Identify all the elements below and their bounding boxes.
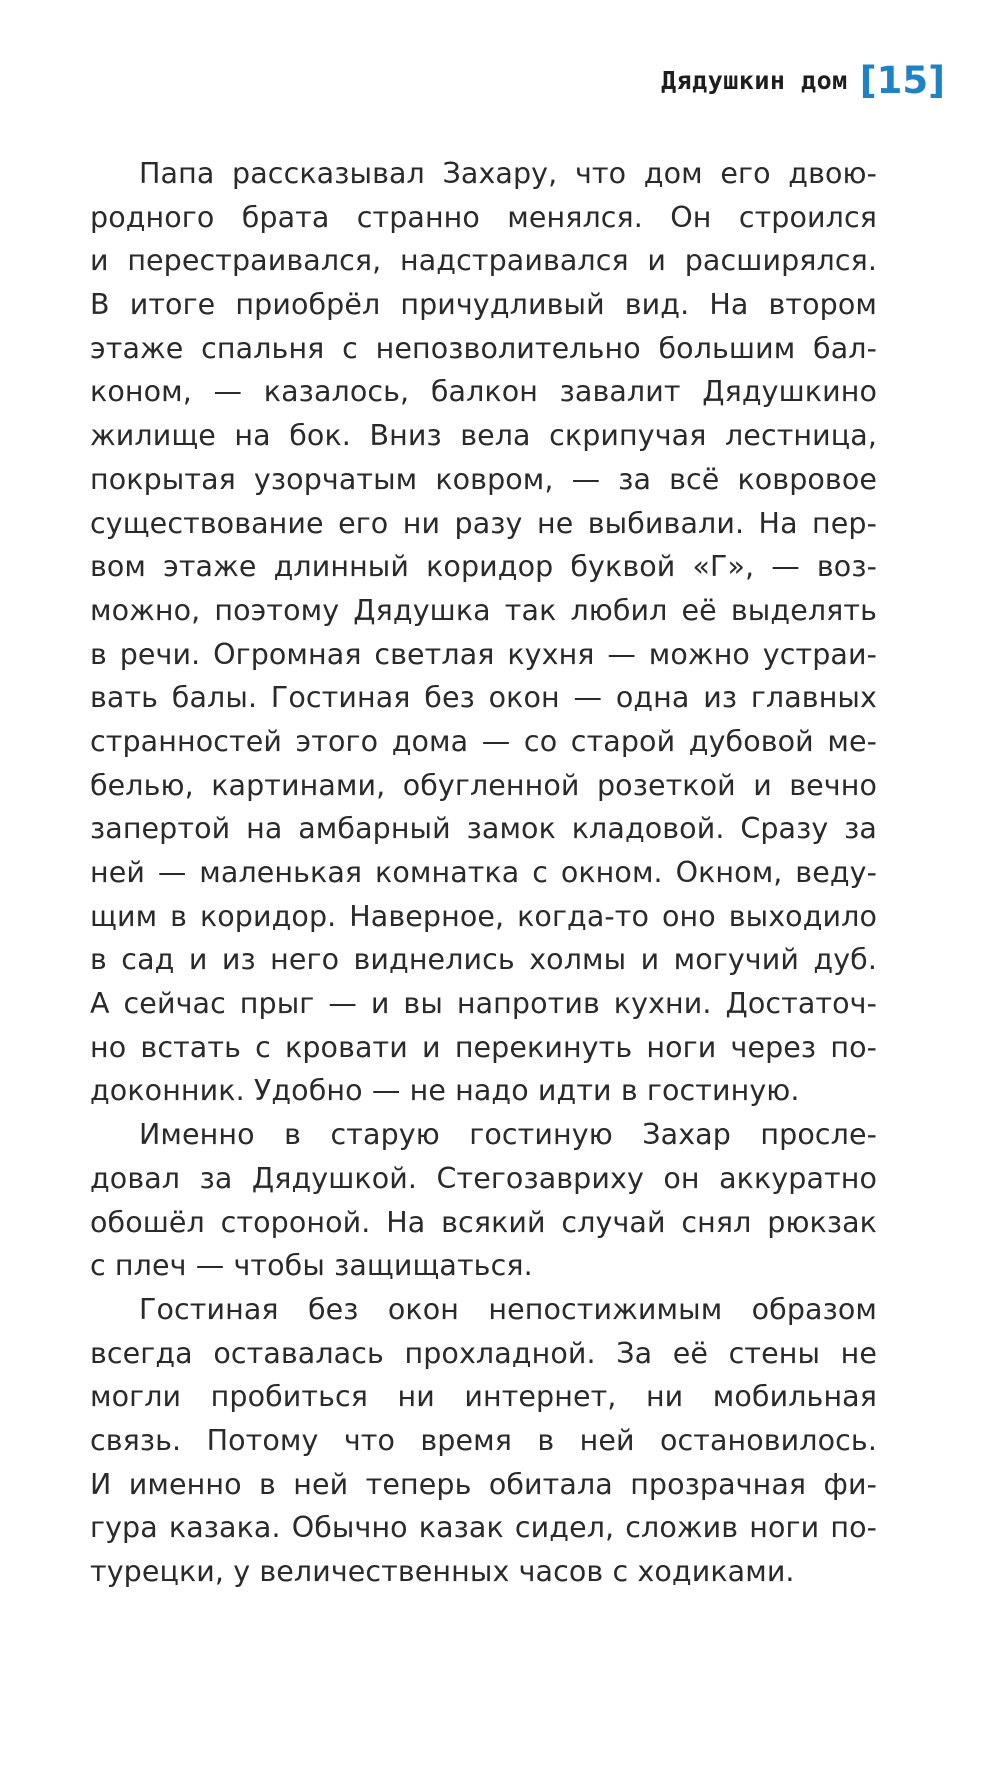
text-line: странностей этого дома — со старой дубовой ме- [90,724,877,758]
text-line: турецки, у величественных часов с ходиками. [90,1555,795,1588]
text-line: белью, картинами, обугленной розеткой и вечно [90,768,877,802]
text-line: в речи. Огромная светлая кухня — можно устраи- [90,637,877,671]
text-line: можно, поэтому Дядушка так любил её выделять [90,593,877,627]
paragraph-1 [90,152,877,1113]
text-line: доконник. Удобно — не надо идти в гостиную. [90,1074,800,1108]
text-line: всегда оставалась прохладной. За её стены не [90,1336,877,1370]
text-line: Гостиная без окон непостижимым образом [139,1292,877,1326]
text-line: Именно в старую гостиную Захар просле- [139,1118,877,1152]
text-line: Папа рассказывал Захару, что дом его двою- [139,157,877,190]
text-line: родного брата странно менялся. Он строился [90,200,877,234]
text-line: существование его ни разу не выбивали. На пер- [90,506,877,540]
text-line: могли пробиться ни интернет, ни мобильная [90,1380,877,1414]
text-line: вом этаже длинный коридор буквой «Г», — воз- [90,550,877,584]
text-line: довал за Дядушкой. Стегозавриху он аккуратно [90,1161,877,1195]
chapter-title: Дядушкин дом [661,66,848,95]
running-header [661,59,945,102]
text-line: связь. Потому что время в ней остановилось. [90,1423,877,1457]
text-line: В итоге приобрёл причудливый вид. На втором [90,288,877,322]
paragraph-2 [90,1113,877,1288]
text-line: гура казака. Обычно казак сидел, сложив ноги по- [90,1511,877,1545]
text-line: жилище на бок. Вниз вела скрипучая лестница, [90,419,877,453]
text-line: запертой на амбарный замок кладовой. Сразу за [90,812,877,846]
text-line: покрытая узорчатым ковром, — за всё ковровое [90,462,877,496]
text-line: щим в коридор. Наверное, когда-то оно выходило [90,899,877,933]
text-line: коном, — казалось, балкон завалит Дядушкино [90,375,877,409]
text-line: этаже спальня с непозволительно большим бал- [90,331,877,365]
text-line: вать балы. Гостиная без окон — одна из главных [90,681,877,715]
text-line: И именно в ней теперь обитала прозрачная фи- [90,1467,877,1501]
text-line: в сад и из него виднелись холмы и могучий дуб. [90,943,877,977]
text-line: с плеч — чтобы защищаться. [90,1249,533,1283]
text-line: и перестраивался, надстраивался и расширялся. [90,244,877,278]
text-line: но встать с кровати и перекинуть ноги через по- [90,1030,877,1064]
text-line: обошёл стороной. На всякий случай снял рюкзак [90,1205,877,1239]
page-number: [15] [859,59,945,102]
text-line: ней — маленькая комнатка с окном. Окном, веду- [90,856,877,889]
paragraph-3 [90,1288,877,1594]
text-line: А сейчас прыг — и вы напротив кухни. Достаточ- [90,987,877,1021]
body-text [90,152,877,1594]
